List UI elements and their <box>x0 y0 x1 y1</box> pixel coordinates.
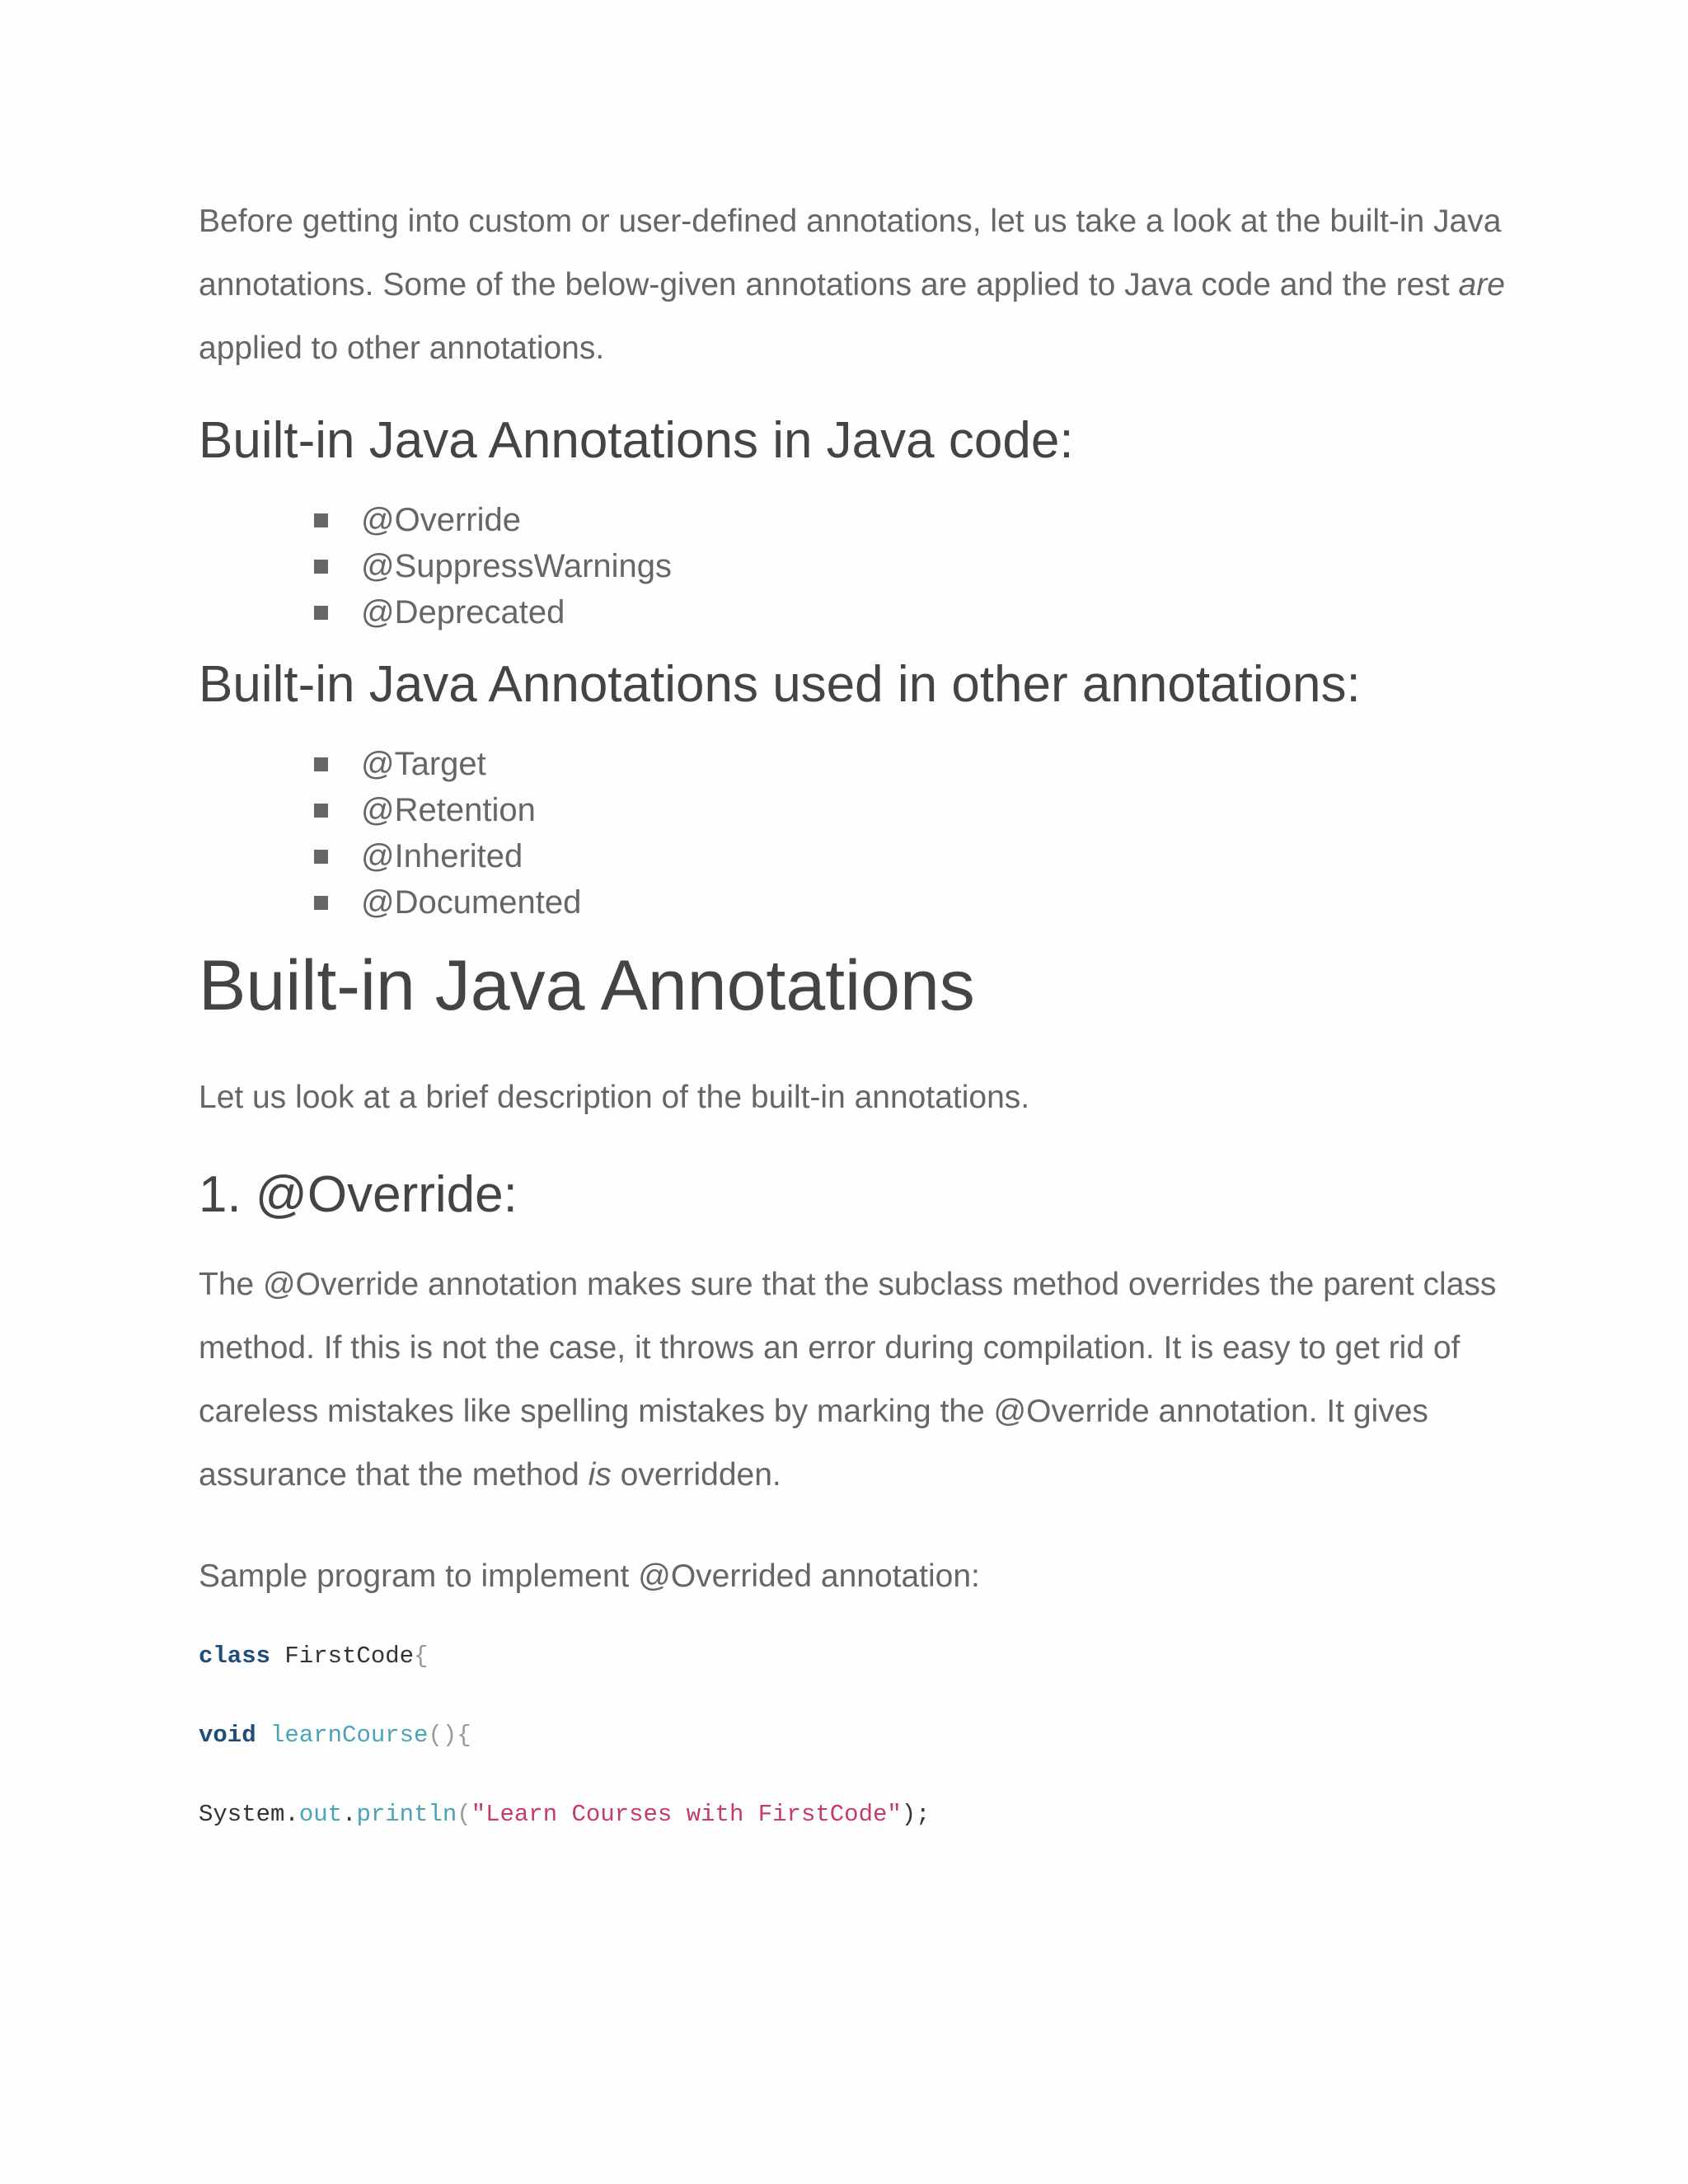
intro-text-1: Before getting into custom or user-defined annotations, let us take a look at the built-in Java annotations. Some of the below-given annotations are applied to Java code and the rest <box>199 204 1502 302</box>
list-item: @Override <box>314 497 1517 543</box>
list-other-annotations <box>199 741 1517 926</box>
sample-label: Sample program to implement @Overrided annotation: <box>199 1558 980 1594</box>
square-bullet-icon <box>314 850 328 864</box>
list-item: @Deprecated <box>314 589 1517 635</box>
override-paragraph: The @Override annotation makes sure that the subclass method overrides the parent class method. If this is not the case, it throws an error during compilation. It is easy to get rid of careless mistakes like spelling mistakes by marking the @Override annotation. It gives assurance that the method is overridden. <box>199 1267 1497 1493</box>
square-bullet-icon <box>314 560 328 574</box>
main-heading: Built-in Java Annotations <box>199 946 975 1025</box>
square-bullet-icon <box>314 804 328 818</box>
square-bullet-icon <box>314 757 328 771</box>
square-bullet-icon <box>314 896 328 910</box>
square-bullet-icon <box>314 606 328 620</box>
list-item: @Inherited <box>314 833 1517 879</box>
square-bullet-icon <box>314 513 328 527</box>
code-line-3: System.out.println("Learn Courses with FirstCode"); <box>199 1801 931 1828</box>
brief-paragraph: Let us look at a brief description of the built-in annotations. <box>199 1080 1030 1115</box>
list-item: @Documented <box>314 879 1517 926</box>
code-line-1: class FirstCode{ <box>199 1643 429 1670</box>
document-page <box>199 190 1517 1830</box>
intro-text-2: applied to other annotations. <box>199 330 605 366</box>
override-emphasis: is <box>588 1457 612 1493</box>
code-line-2: void learnCourse(){ <box>199 1722 471 1749</box>
heading-override: 1. @Override: <box>199 1166 518 1223</box>
list-item: @Target <box>314 741 1517 787</box>
heading-java-code: Built-in Java Annotations in Java code: <box>199 412 1074 469</box>
heading-other-annotations: Built-in Java Annotations used in other annotations: <box>199 656 1361 713</box>
code-block <box>199 1641 1517 1830</box>
intro-emphasis: are <box>1458 267 1505 302</box>
intro-paragraph <box>199 190 1517 380</box>
list-item: @SuppressWarnings <box>314 543 1517 589</box>
list-java-code <box>199 497 1517 635</box>
list-item: @Retention <box>314 787 1517 833</box>
